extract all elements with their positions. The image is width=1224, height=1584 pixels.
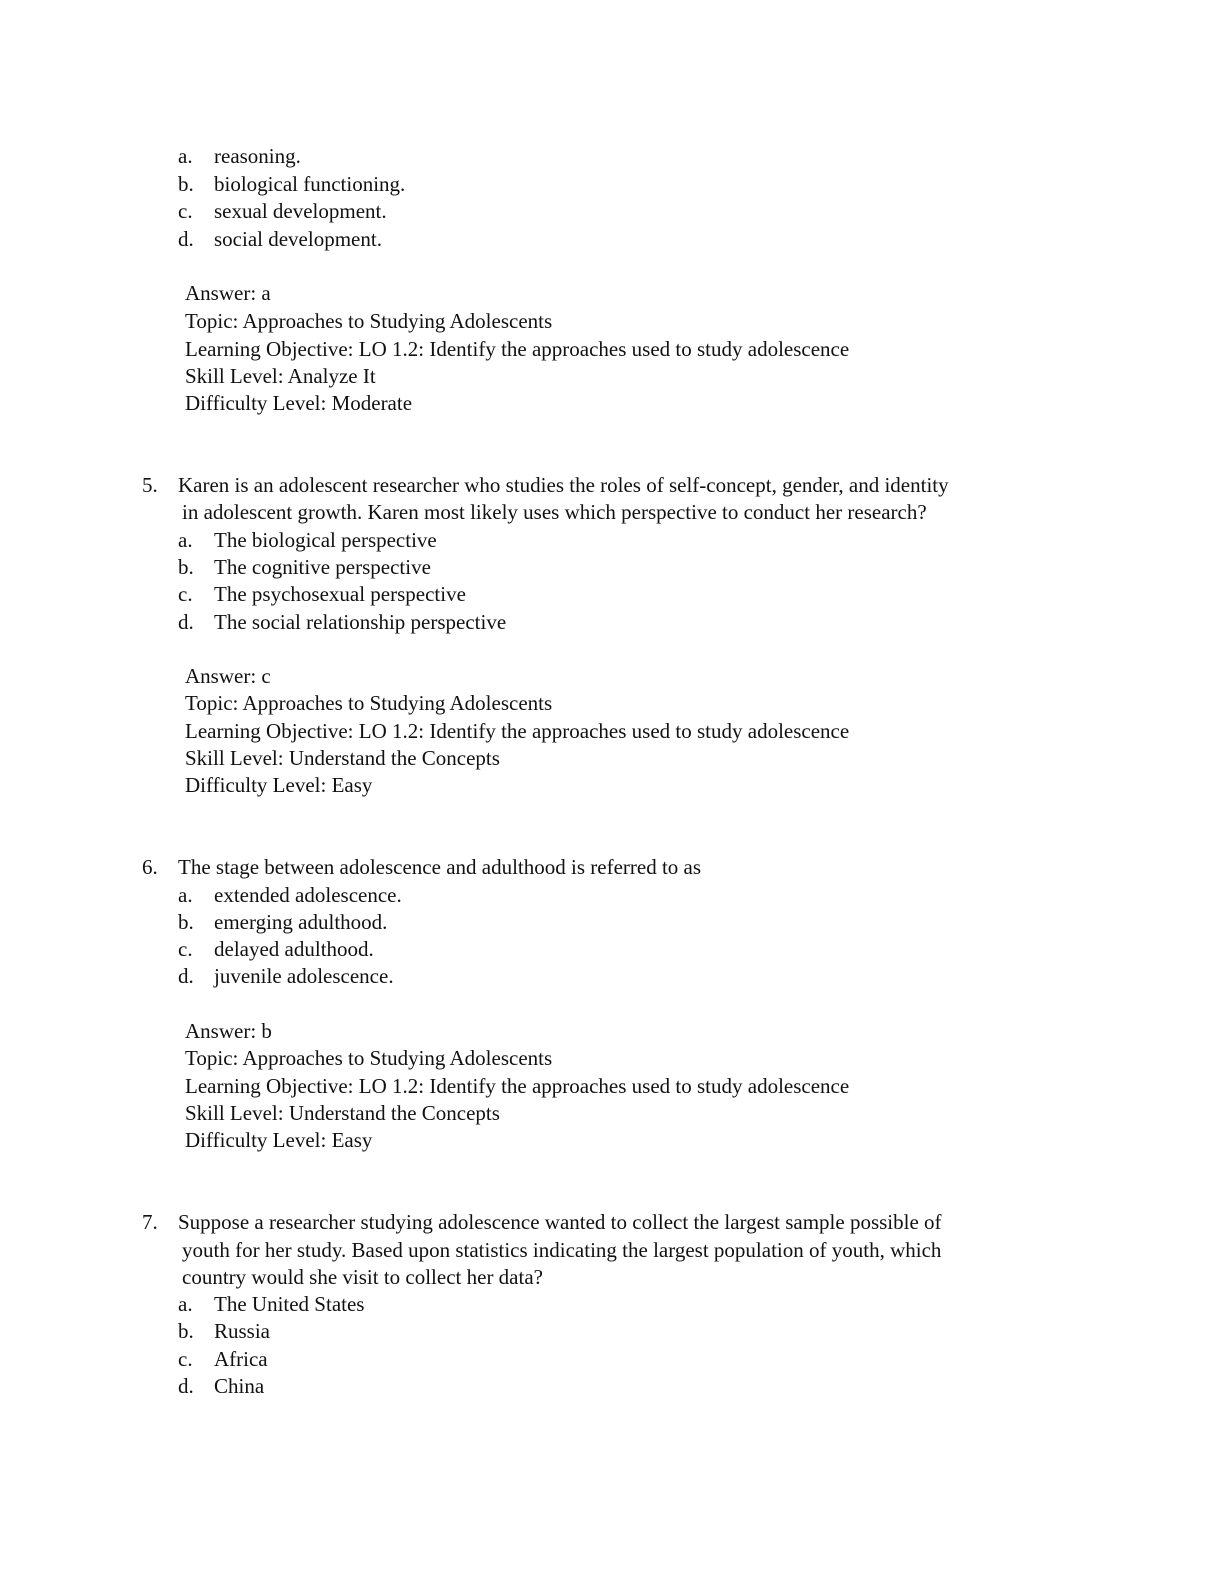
option-text: extended adolescence. (214, 883, 402, 907)
topic: Topic: Approaches to Studying Adolescents (185, 691, 553, 715)
question-text: youth for her study. Based upon statistics indicating the largest population of youth, which (182, 1238, 942, 1262)
option-text: reasoning. (214, 144, 301, 168)
option-letter: d. (178, 610, 194, 634)
option-text: juvenile adolescence. (214, 964, 394, 988)
option-letter: c. (178, 582, 193, 606)
option-text: The psychosexual perspective (214, 582, 466, 606)
difficulty-level: Difficulty Level: Easy (185, 773, 373, 797)
option-letter: c. (178, 1347, 193, 1371)
option-text: The United States (214, 1292, 365, 1316)
difficulty-level: Difficulty Level: Moderate (185, 391, 413, 415)
answer: Answer: c (185, 664, 271, 688)
option-text: emerging adulthood. (214, 910, 388, 934)
answer: Answer: a (185, 281, 271, 305)
option-text: social development. (214, 227, 382, 251)
question-text: Suppose a researcher studying adolescence wanted to collect the largest sample possible of (178, 1210, 942, 1234)
option-letter: a. (178, 528, 193, 552)
option-text: delayed adulthood. (214, 937, 374, 961)
option-letter: c. (178, 199, 193, 223)
question-text: in adolescent growth. Karen most likely uses which perspective to conduct her research? (182, 500, 927, 524)
learning-objective: Learning Objective: LO 1.2: Identify the approaches used to study adolescence (185, 719, 850, 743)
option-text: Russia (214, 1319, 271, 1343)
option-text: Africa (214, 1347, 268, 1371)
topic: Topic: Approaches to Studying Adolescents (185, 309, 553, 333)
option-letter: b. (178, 555, 194, 579)
option-letter: b. (178, 1319, 194, 1343)
option-text: The biological perspective (214, 528, 437, 552)
skill-level: Skill Level: Analyze It (185, 364, 376, 388)
option-letter: a. (178, 1292, 193, 1316)
learning-objective: Learning Objective: LO 1.2: Identify the approaches used to study adolescence (185, 1074, 850, 1098)
answer: Answer: b (185, 1019, 272, 1043)
option-letter: d. (178, 1374, 194, 1398)
question-number: 7. (142, 1210, 158, 1234)
skill-level: Skill Level: Understand the Concepts (185, 746, 500, 770)
option-text: China (214, 1374, 265, 1398)
option-letter: a. (178, 883, 193, 907)
question-number: 5. (142, 473, 158, 497)
difficulty-level: Difficulty Level: Easy (185, 1128, 373, 1152)
question-text: country would she visit to collect her data? (182, 1265, 543, 1289)
option-letter: d. (178, 227, 194, 251)
option-letter: b. (178, 172, 194, 196)
option-letter: d. (178, 964, 194, 988)
question-text: The stage between adolescence and adulthood is referred to as (178, 855, 702, 879)
option-text: biological functioning. (214, 172, 406, 196)
option-text: sexual development. (214, 199, 387, 223)
option-text: The social relationship perspective (214, 610, 507, 634)
option-text: The cognitive perspective (214, 555, 431, 579)
option-letter: a. (178, 144, 193, 168)
option-letter: b. (178, 910, 194, 934)
question-text: Karen is an adolescent researcher who studies the roles of self-concept, gender, and identity (178, 473, 949, 497)
option-letter: c. (178, 937, 193, 961)
question-number: 6. (142, 855, 158, 879)
topic: Topic: Approaches to Studying Adolescents (185, 1046, 553, 1070)
skill-level: Skill Level: Understand the Concepts (185, 1101, 500, 1125)
learning-objective: Learning Objective: LO 1.2: Identify the approaches used to study adolescence (185, 337, 850, 361)
